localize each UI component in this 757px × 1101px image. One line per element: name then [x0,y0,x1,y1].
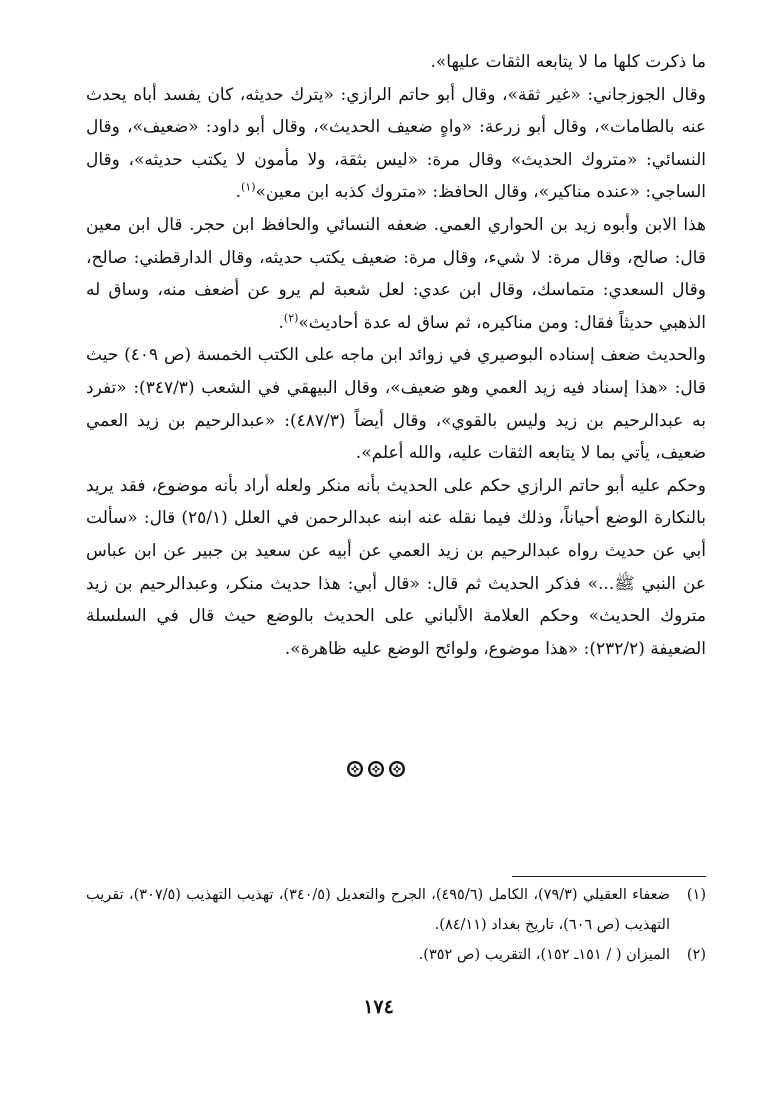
paragraph-1 [86,46,706,79]
page-number: ١٧٤ [363,996,394,1018]
section-divider-ornament [346,760,406,780]
footnote-1 [86,880,706,940]
paragraph-2 [86,79,706,209]
ornament-rosette-icon [367,760,385,778]
paragraph-2-text: وقال الجوزجاني: «غير ثقة»، وقال أبو حاتم الرازي: «يترك حديثه، كان يفسد أباه يحدث عنه بالطامات»، وقال أبو زرعة: «واهٍ ضعيف الحديث»، وقال أبو داود: «ضعيف»، وقال النسائي: «متروك الحديث» وقال مرة: «ليس بثقة، ولا مأمون لا يكتب حديثه»، وقال الساجي: «عنده مناكير»، وقال الحافظ: «متروك كذبه ابن معين» [86,84,706,203]
paragraph-2-end: . [235,182,241,203]
paragraph-3-end: . [278,312,284,333]
paragraph-4 [86,339,706,469]
footnote-ref-1[interactable]: (١) [241,180,256,194]
footnote-separator [512,876,706,877]
paragraph-1-text: ما ذكرت كلها ما لا يتابعه الثقات عليها». [430,52,706,72]
footnote-1-text: ضعفاء العقيلي (٧٩/٣)، الكامل (٤٩٥/٦)، الجرح والتعديل (٣٤٠/٥)، تهذيب التهذيب (٣٠٧/٥)، تقريب التهذيب (ص ٦٠٦)، تاريخ بغداد (٨٤/١١). [86,887,670,933]
footnote-1-number: (١) [686,887,706,903]
footnote-2-text: الميزان ( / ١٥١ـ ١٥٢)، التقريب (ص ٣٥٢). [418,947,670,963]
footnote-2 [86,940,706,970]
paragraph-5 [86,470,706,666]
paragraph-3-text: هذا الابن وأبوه زيد بن الحواري العمي. ضعفه النسائي والحافظ ابن حجر. قال ابن معين قال: صالح، وقال مرة: لا شيء، وقال مرة: ضعيف يكتب حديثه، وقال الدارقطني: صالح، وقال السعدي: متماسك، وقال ابن عدي: لعل شعبة لم يرو عن أضعف منه، وساق له الذهبي حديثاً فقال: ومن مناكيره، ثم ساق له عدة أحاديث» [86,214,706,333]
footnote-ref-2[interactable]: (٢) [283,311,299,325]
paragraph-3 [86,209,706,339]
ornament-rosette-icon [346,760,364,778]
paragraph-5-text: وحكم عليه أبو حاتم الرازي حكم على الحديث بأنه منكر ولعله أراد بأنه موضوع، فقد يريد بالنكارة الوضع أحياناً، وذلك فيما نقله عنه ابنه عبدالرحمن في العلل (٢٥/١) قال: «سألت أبي عن حديث رواه عبدالرحيم بن زيد العمي عن أبيه عن سعيد بن جبير عن ابن عباس عن النبي ﷺ...» فذكر الحديث ثم قال: «قال أبي: هذا حديث منكر، وعبدالرحيم بن زيد متروك الحديث» وحكم العلامة الألباني على الحديث بالوضع حيث قال في السلسلة الضعيفة (٢٣٢/٢): «هذا موضوع، ولوائح الوضع عليه ظاهرة». [86,475,706,659]
ornament-rosette-icon [388,760,406,778]
footnotes [86,880,706,970]
footnote-2-number: (٢) [686,947,706,963]
paragraph-4-text: والحديث ضعف إسناده البوصيري في زوائد ابن ماجه على الكتب الخمسة (ص ٤٠٩) حيث قال: «هذا إسناد فيه زيد العمي وهو ضعيف»، وقال البيهقي في الشعب (٣٤٧/٣): «تفرد به عبدالرحيم بن زيد وليس بالقوي»، وقال أيضاً (٤٨٧/٣): «عبدالرحيم بن زيد العمي ضعيف، يأتي بما لا يتابعه الثقات عليه، والله أعلم». [86,345,707,464]
main-text [86,46,706,665]
